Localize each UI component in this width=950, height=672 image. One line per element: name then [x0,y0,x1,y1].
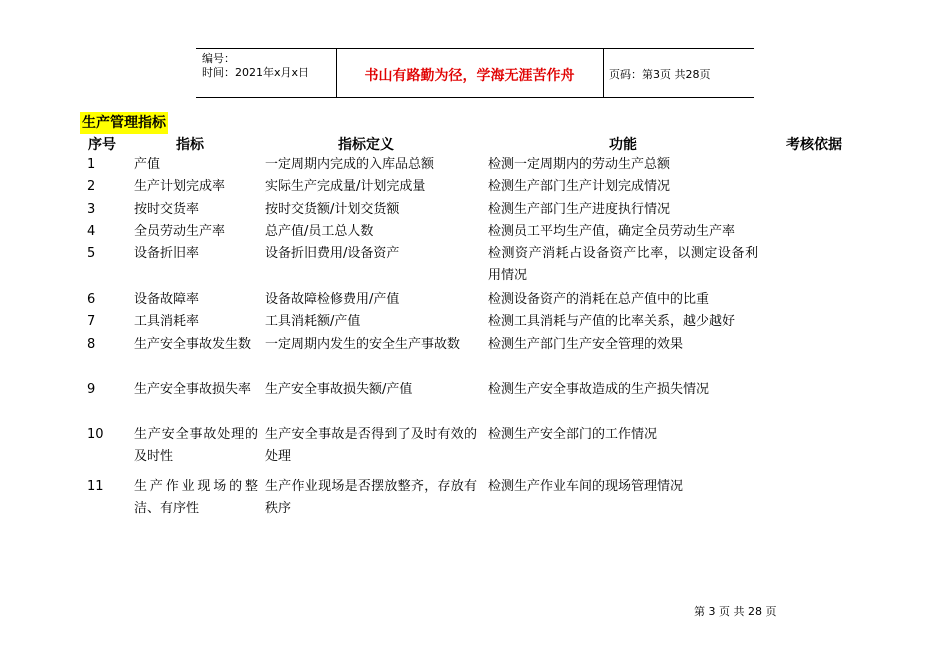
row-function: 检测员工平均生产值，确定全员劳动生产率 [488,224,736,239]
column-header-assessment: 考核依据 [786,137,842,153]
row-definition: 设备故障检修费用/产值 [265,292,400,307]
row-definition: 总产值/员工总人数 [265,224,374,239]
serial-label: 编号： [202,52,235,65]
row-function: 检测生产作业车间的现场管理情况 [488,479,684,494]
row-number: 3 [87,202,96,217]
row-definition: 工具消耗额/产值 [265,314,361,329]
row-function: 检测工具消耗与产值的比率关系，越少越好 [488,314,736,329]
row-number: 5 [87,246,96,261]
row-number: 10 [87,427,104,442]
column-header-number: 序号 [88,137,116,153]
row-definition: 生产安全事故损失额/产值 [265,382,413,397]
row-definition: 一定周期内发生的安全生产事故数 [265,337,461,352]
row-indicator: 设备折旧率 [134,246,200,261]
row-definition: 生产安全事故是否得到了及时有效的处理 [265,427,477,464]
row-indicator: 工具消耗率 [134,314,200,329]
row-function: 检测生产部门生产安全管理的效果 [488,337,684,352]
header-page-info: 页码：第3页 共28页 [609,68,711,81]
row-number: 9 [87,382,96,397]
row-number: 2 [87,179,96,194]
row-indicator: 生产安全事故处理的及时性 [134,427,258,464]
row-function: 检测设备资产的消耗在总产值中的比重 [488,292,710,307]
row-number: 11 [87,479,104,494]
row-function: 检测一定周期内的劳动生产总额 [488,157,671,172]
row-definition: 按时交货额/计划交货额 [265,202,400,217]
row-number: 4 [87,224,96,239]
section-title: 生产管理指标 [80,112,168,134]
header-motto: 书山有路勤为径，学海无涯苦作舟 [364,68,575,84]
header-meta [202,52,309,80]
row-function: 检测资产消耗占设备资产比率，以测定设备利用情况 [488,246,758,283]
row-indicator: 按时交货率 [134,202,200,217]
row-function: 检测生产部门生产进度执行情况 [488,202,671,217]
row-indicator: 生产计划完成率 [134,179,226,194]
header-divider [603,49,604,97]
page-footer: 第 3 页 共 28 页 [694,605,777,618]
row-number: 1 [87,157,96,172]
row-definition: 生产作业现场是否摆放整齐，存放有秩序 [265,479,477,516]
row-indicator: 全员劳动生产率 [134,224,226,239]
row-function: 检测生产安全部门的工作情况 [488,427,658,442]
row-indicator: 产值 [134,157,161,172]
row-number: 8 [87,337,96,352]
row-indicator: 生产安全事故损失率 [134,382,252,397]
row-function: 检测生产安全事故造成的生产损失情况 [488,382,710,397]
row-indicator: 生产作业现场的整洁、有序性 [134,479,258,516]
row-definition: 实际生产完成量/计划完成量 [265,179,426,194]
column-header-definition: 指标定义 [338,137,394,153]
time-label: 时间：2021年x月x日 [202,66,310,79]
row-definition: 设备折旧费用/设备资产 [265,246,400,261]
row-indicator: 设备故障率 [134,292,200,307]
row-function: 检测生产部门生产计划完成情况 [488,179,671,194]
page-header [196,48,754,98]
column-header-function: 功能 [609,137,637,153]
row-indicator: 生产安全事故发生数 [134,337,252,352]
row-definition: 一定周期内完成的入库品总额 [265,157,435,172]
row-number: 7 [87,314,96,329]
column-header-indicator: 指标 [176,137,204,153]
row-number: 6 [87,292,96,307]
